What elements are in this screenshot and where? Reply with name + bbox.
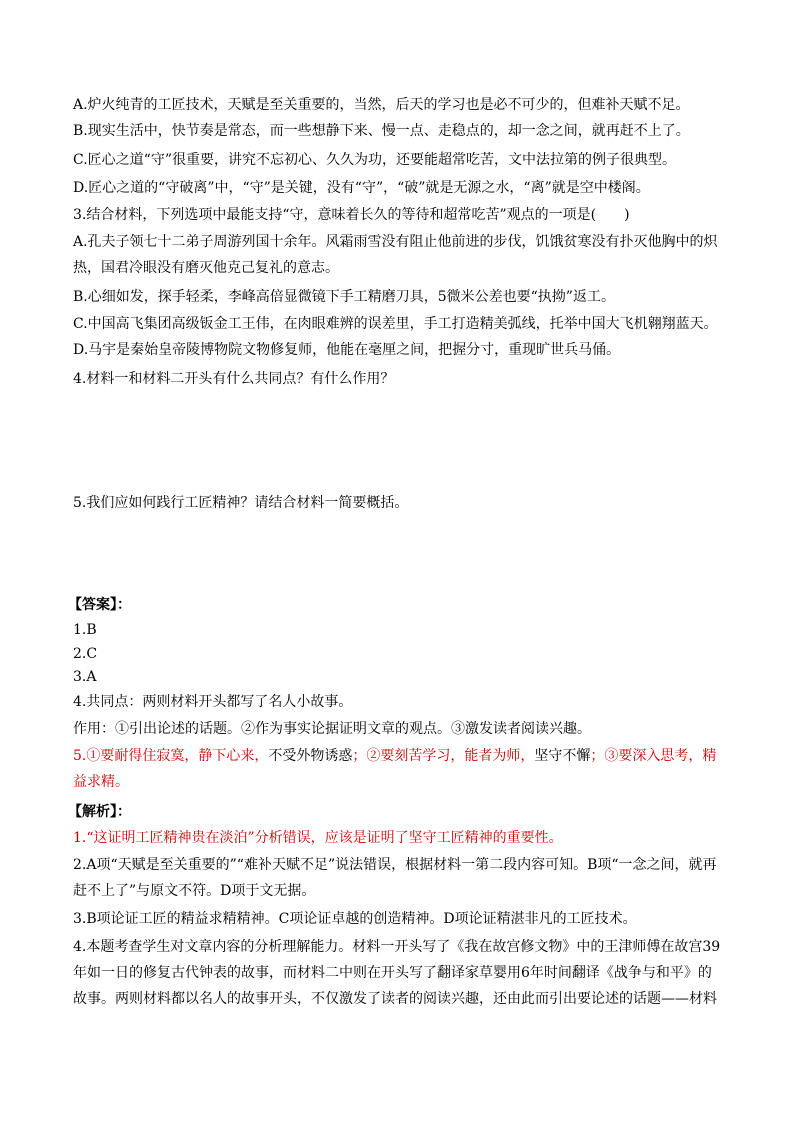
analysis-1: 1.“这证明工匠精神贵在淡泊”分析错误，应该是证明了坚守工匠精神的重要性。 xyxy=(73,830,563,846)
answer-4-effect: 作用：①引出论述的话题。②作为事实论据证明文章的观点。③激发读者阅读兴趣。 xyxy=(73,721,591,737)
answer-4-common: 4.共同点：两则材料开头都写了名人小故事。 xyxy=(73,694,353,710)
q2-option-b: B.现实生活中，快节奏是常态，而一些想静下来、慢一点、走稳点的，却一念之间，就再赶不上了。 xyxy=(73,123,690,139)
q2-option-d: D.匠心之道的“守破离”中，“守”是关键，没有“守”，“破”就是无源之水，“离”就是空中楼阁。 xyxy=(73,180,650,196)
answer-5-part3: ；②要刻苦学习，能者为师， xyxy=(352,748,535,764)
analysis-3: 3.B项论证工匠的精益求精精神。C项论证卓越的创造精神。D项论证精湛非凡的工匠技术。 xyxy=(73,911,637,927)
answer-5-part2: 不受外物诱惑 xyxy=(268,748,353,764)
answer-5-part5: ；③要深入思考，精益求精。 xyxy=(73,748,717,790)
answer-5 xyxy=(73,743,723,795)
q3-stem: 3.结合材料，下列选项中最能支持“守，意味着长久的等待和超常吃苦”观点的一项是( ) xyxy=(73,207,630,223)
answer-2: 2.C xyxy=(73,646,98,662)
answer-heading: 【答案】： xyxy=(68,597,131,613)
q3-option-b: B.心细如发，探手轻柔，李峰高倍显微镜下手工精磨刀具，5微米公差也要“执拗”返工。 xyxy=(73,289,615,305)
q2-option-a: A.炉火纯青的工匠技术，天赋是至关重要的，当然，后天的学习也是必不可少的，但难补天赋不足。 xyxy=(73,97,690,113)
answer-3: 3.A xyxy=(73,669,97,685)
analysis-4: 4.本题考查学生对文章内容的分析理解能力。材料一开头写了《我在故宫修文物》中的王津师傅在故宫39年如一日的修复古代钟表的故事，而材料二中则在开头写了翻译家草婴用6年时间翻译《战争与和平》的故事。两则材料都以名人的故事开头，不仅激发了读者的阅读兴趣，还由此而引出要论述的话题——材料 xyxy=(73,939,721,1007)
answer-5-part1: 5.①要耐得住寂寞，静下心来， xyxy=(73,748,269,764)
q4-question: 4.材料一和材料二开头有什么共同点？有什么作用？ xyxy=(73,371,395,387)
q5-question: 5.我们应如何践行工匠精神？请结合材料一简要概括。 xyxy=(73,495,409,511)
answer-1: 1.B xyxy=(73,622,97,638)
q3-option-d: D.马宇是秦始皇帝陵博物院文物修复师，他能在毫厘之间，把握分寸，重现旷世兵马俑。 xyxy=(73,342,621,358)
q2-option-c: C.匠心之道“守”很重要，讲究不忘初心、久久为功，还要能超常吃苦，文中法拉第的例子很典型。 xyxy=(73,152,676,168)
q3-option-a: A.孔夫子领七十二弟子周游列国十余年。风霜雨雪没有阻止他前进的步伐，饥饿贫寒没有扑灭他胸中的炽热，国君冷眼没有磨灭他克己复礼的意志。 xyxy=(73,234,718,276)
answer-5-part4: 坚守不懈 xyxy=(534,748,591,764)
q3-option-c: C.中国高飞集团高级钣金工王伟，在肉眼难辨的误差里，手工打造精美弧线，托举中国大飞机翱翔蓝天。 xyxy=(73,316,718,332)
analysis-2: 2.A项“天赋是至关重要的”“难补天赋不足”说法错误，根据材料一第二段内容可知。B项“一念之间，就再赶不上了”与原文不符。D项于文无据。 xyxy=(73,857,717,899)
analysis-heading: 【解析】： xyxy=(68,804,131,820)
